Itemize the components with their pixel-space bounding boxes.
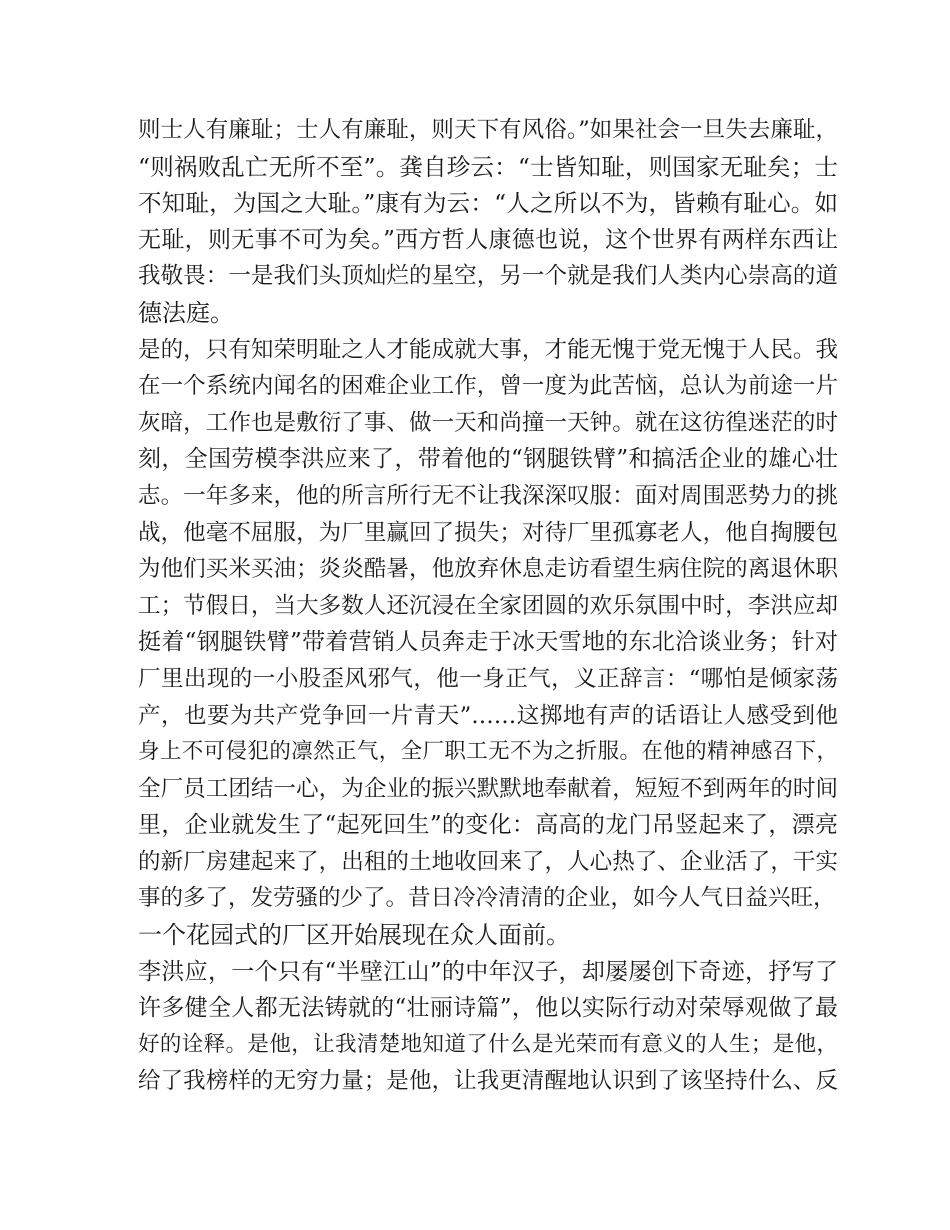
text-line: 工；节假日，当大多数人还沉浸在全家团圆的欢乐氛围中时，李洪应却 — [138, 592, 838, 619]
text-line: 我敬畏：一是我们头顶灿烂的星空，另一个就是我们人类内心崇高的道 — [138, 263, 838, 290]
text-line: 则士人有廉耻；士人有廉耻，则天下有风俗。”如果社会一旦失去廉耻， — [138, 117, 838, 143]
text-line: 挺着“钢腿铁臂”带着营销人员奔走于冰天雪地的东北洽谈业务；针对 — [138, 629, 838, 656]
text-line: 在一个系统内闻名的困难企业工作，曾一度为此苦恼，总认为前途一片 — [138, 373, 838, 400]
text-line: 李洪应，一个只有“半壁江山”的中年汉子，却屡屡创下奇迹，抒写了 — [138, 958, 838, 985]
text-line: 给了我榜样的无穷力量；是他，让我更清醒地认识到了该坚持什么、反 — [138, 1068, 838, 1095]
text-line: 刻，全国劳模李洪应来了，带着他的“钢腿铁臂”和搞活企业的雄心壮 — [138, 446, 838, 473]
text-line: 志。一年多来，他的所言所行无不让我深深叹服：面对周围恶势力的挑 — [138, 482, 838, 509]
text-line: 全厂员工团结一心，为企业的振兴默默地奉献着，短短不到两年的时间 — [138, 775, 838, 802]
text-line: 为他们买米买油；炎炎酷暑，他放弃休息走访看望生病住院的离退休职 — [138, 556, 838, 583]
text-line: 灰暗，工作也是敷衍了事、做一天和尚撞一天钟。就在这彷徨迷茫的时 — [138, 409, 838, 436]
text-line: 里，企业就发生了“起死回生”的变化：高高的龙门吊竖起来了，漂亮 — [138, 812, 838, 839]
text-line: 战，他毫不屈服，为厂里赢回了损失；对待厂里孤寡老人，他自掏腰包 — [138, 519, 838, 546]
text-line: 的新厂房建起来了，出租的土地收回来了，人心热了、企业活了，干实 — [138, 848, 838, 875]
text-line: 无耻，则无事不可为矣。”西方哲人康德也说，这个世界有两样东西让 — [138, 226, 838, 253]
text-line: “则祸败乱亡无所不至”。龚自珍云：“士皆知耻，则国家无耻矣；士 — [138, 152, 838, 181]
text-line: 许多健全人都无法铸就的“壮丽诗篇”，他以实际行动对荣辱观做了最 — [138, 995, 838, 1022]
text-line: 好的诠释。是他，让我清楚地知道了什么是光荣而有意义的人生；是他， — [138, 1031, 838, 1057]
text-line: 是的，只有知荣明耻之人才能成就大事，才能无愧于党无愧于人民。我 — [138, 336, 838, 363]
text-line: 一个花园式的厂区开始展现在众人面前。 — [138, 921, 570, 950]
text-line: 产，也要为共产党争回一片青天”……这掷地有声的话语让人感受到他 — [138, 702, 838, 729]
text-line: 厂里出现的一小股歪风邪气，他一身正气，义正辞言：“哪怕是倾家荡 — [138, 665, 838, 692]
text-line: 事的多了，发劳骚的少了。昔日冷冷清清的企业，如今人气日益兴旺， — [138, 885, 836, 912]
text-line: 不知耻，为国之大耻。”康有为云：“人之所以不为，皆赖有耻心。如 — [138, 189, 838, 218]
text-line: 德法庭。 — [138, 298, 234, 327]
text-line: 身上不可侵犯的凛然正气，全厂职工无不为之折服。在他的精神感召下， — [138, 739, 838, 765]
body-text — [138, 112, 838, 1100]
